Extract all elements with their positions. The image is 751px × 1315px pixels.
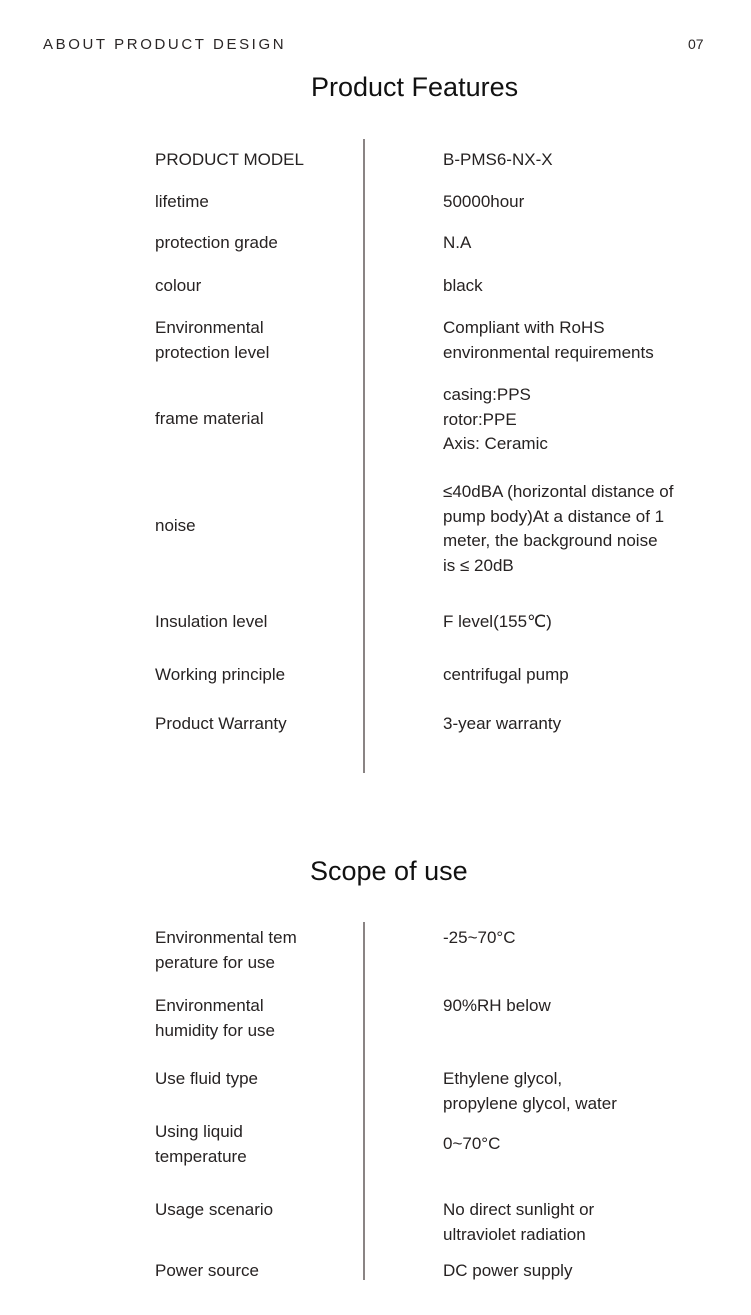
- label-line: Working principle: [155, 665, 286, 684]
- value-line: Axis: Ceramic: [443, 434, 548, 453]
- scope-row-label: [155, 1067, 258, 1092]
- value-line: Compliant with RoHS: [443, 318, 605, 337]
- label-line: Product Warranty: [155, 714, 287, 733]
- product-features-title: Product Features: [311, 72, 519, 102]
- scope-row-label: [155, 1259, 259, 1284]
- label-line: protection level: [155, 342, 270, 362]
- label-line: perature for use: [155, 952, 276, 972]
- value-line: centrifugal pump: [443, 665, 569, 684]
- section-label: ABOUT PRODUCT DESIGN: [43, 36, 287, 53]
- label-line: Use fluid type: [155, 1069, 258, 1088]
- scope-row-value: [443, 994, 551, 1019]
- value-line: -25~70°C: [443, 928, 516, 947]
- scope-row-value: [443, 1198, 594, 1247]
- feature-row-value: [443, 663, 569, 688]
- label-line: PRODUCT MODEL: [155, 150, 304, 169]
- value-line: 50000hour: [443, 192, 525, 211]
- scope-row-label: [155, 926, 297, 975]
- value-line: environmental requirements: [443, 342, 654, 362]
- value-line: DC power supply: [443, 1261, 573, 1280]
- label-line: Power source: [155, 1261, 259, 1280]
- label-line: humidity for use: [155, 1020, 275, 1040]
- feature-row-value: [443, 712, 561, 737]
- value-line: casing:PPS: [443, 385, 531, 404]
- value-line: pump body)At a distance of 1: [443, 506, 665, 526]
- label-line: Environmental tem: [155, 928, 297, 947]
- value-line: N.A: [443, 233, 472, 252]
- label-line: protection grade: [155, 233, 278, 252]
- feature-row-label: [155, 190, 209, 215]
- value-line: is ≤ 20dB: [443, 555, 514, 575]
- label-line: Environmental: [155, 318, 264, 337]
- feature-row-label: [155, 274, 201, 299]
- value-line: propylene glycol, water: [443, 1093, 617, 1113]
- scope-of-use-divider: [363, 922, 365, 1280]
- value-line: No direct sunlight or: [443, 1200, 595, 1219]
- feature-row-value: [443, 316, 654, 365]
- feature-row-value: [443, 231, 471, 256]
- label-line: lifetime: [155, 192, 209, 211]
- value-line: B-PMS6-NX-X: [443, 150, 553, 169]
- feature-row-label: [155, 610, 267, 635]
- feature-row-value: [443, 274, 483, 299]
- value-line: 90%RH below: [443, 996, 551, 1015]
- feature-row-label: [155, 316, 269, 365]
- label-line: noise: [155, 516, 196, 535]
- label-line: Using liquid: [155, 1122, 243, 1141]
- value-line: meter, the background noise: [443, 531, 658, 550]
- scope-row-label: [155, 1198, 273, 1223]
- value-line: 3-year warranty: [443, 714, 562, 733]
- label-line: temperature: [155, 1146, 247, 1166]
- label-line: colour: [155, 276, 202, 295]
- page-number: 07: [688, 36, 704, 52]
- value-line: ≤40dBA (horizontal distance of: [443, 482, 674, 501]
- scope-row-value: [443, 1132, 500, 1157]
- label-line: Insulation level: [155, 612, 268, 631]
- label-line: Usage scenario: [155, 1200, 274, 1219]
- feature-row-label: [155, 148, 304, 173]
- scope-row-value: [443, 926, 515, 951]
- value-line: black: [443, 276, 483, 295]
- scope-row-value: [443, 1259, 572, 1284]
- value-line: ultraviolet radiation: [443, 1224, 586, 1244]
- label-line: Environmental: [155, 996, 264, 1015]
- feature-row-value: [443, 148, 553, 173]
- scope-row-label: [155, 994, 275, 1043]
- product-features-divider: [363, 139, 365, 773]
- feature-row-label: [155, 712, 287, 737]
- label-line: frame material: [155, 409, 264, 428]
- scope-of-use-title: Scope of use: [310, 856, 468, 886]
- value-line: F level(155℃): [443, 612, 552, 631]
- value-line: 0~70°C: [443, 1134, 501, 1153]
- feature-row-label: [155, 231, 278, 256]
- feature-row-value: [443, 383, 548, 457]
- value-line: Ethylene glycol,: [443, 1069, 563, 1088]
- value-line: rotor:PPE: [443, 409, 517, 429]
- feature-row-value: [443, 190, 524, 215]
- feature-row-label: [155, 514, 196, 539]
- scope-row-label: [155, 1120, 247, 1169]
- feature-row-value: [443, 610, 552, 635]
- scope-row-value: [443, 1067, 617, 1116]
- feature-row-label: [155, 663, 285, 688]
- feature-row-label: [155, 407, 264, 432]
- feature-row-value: [443, 480, 673, 578]
